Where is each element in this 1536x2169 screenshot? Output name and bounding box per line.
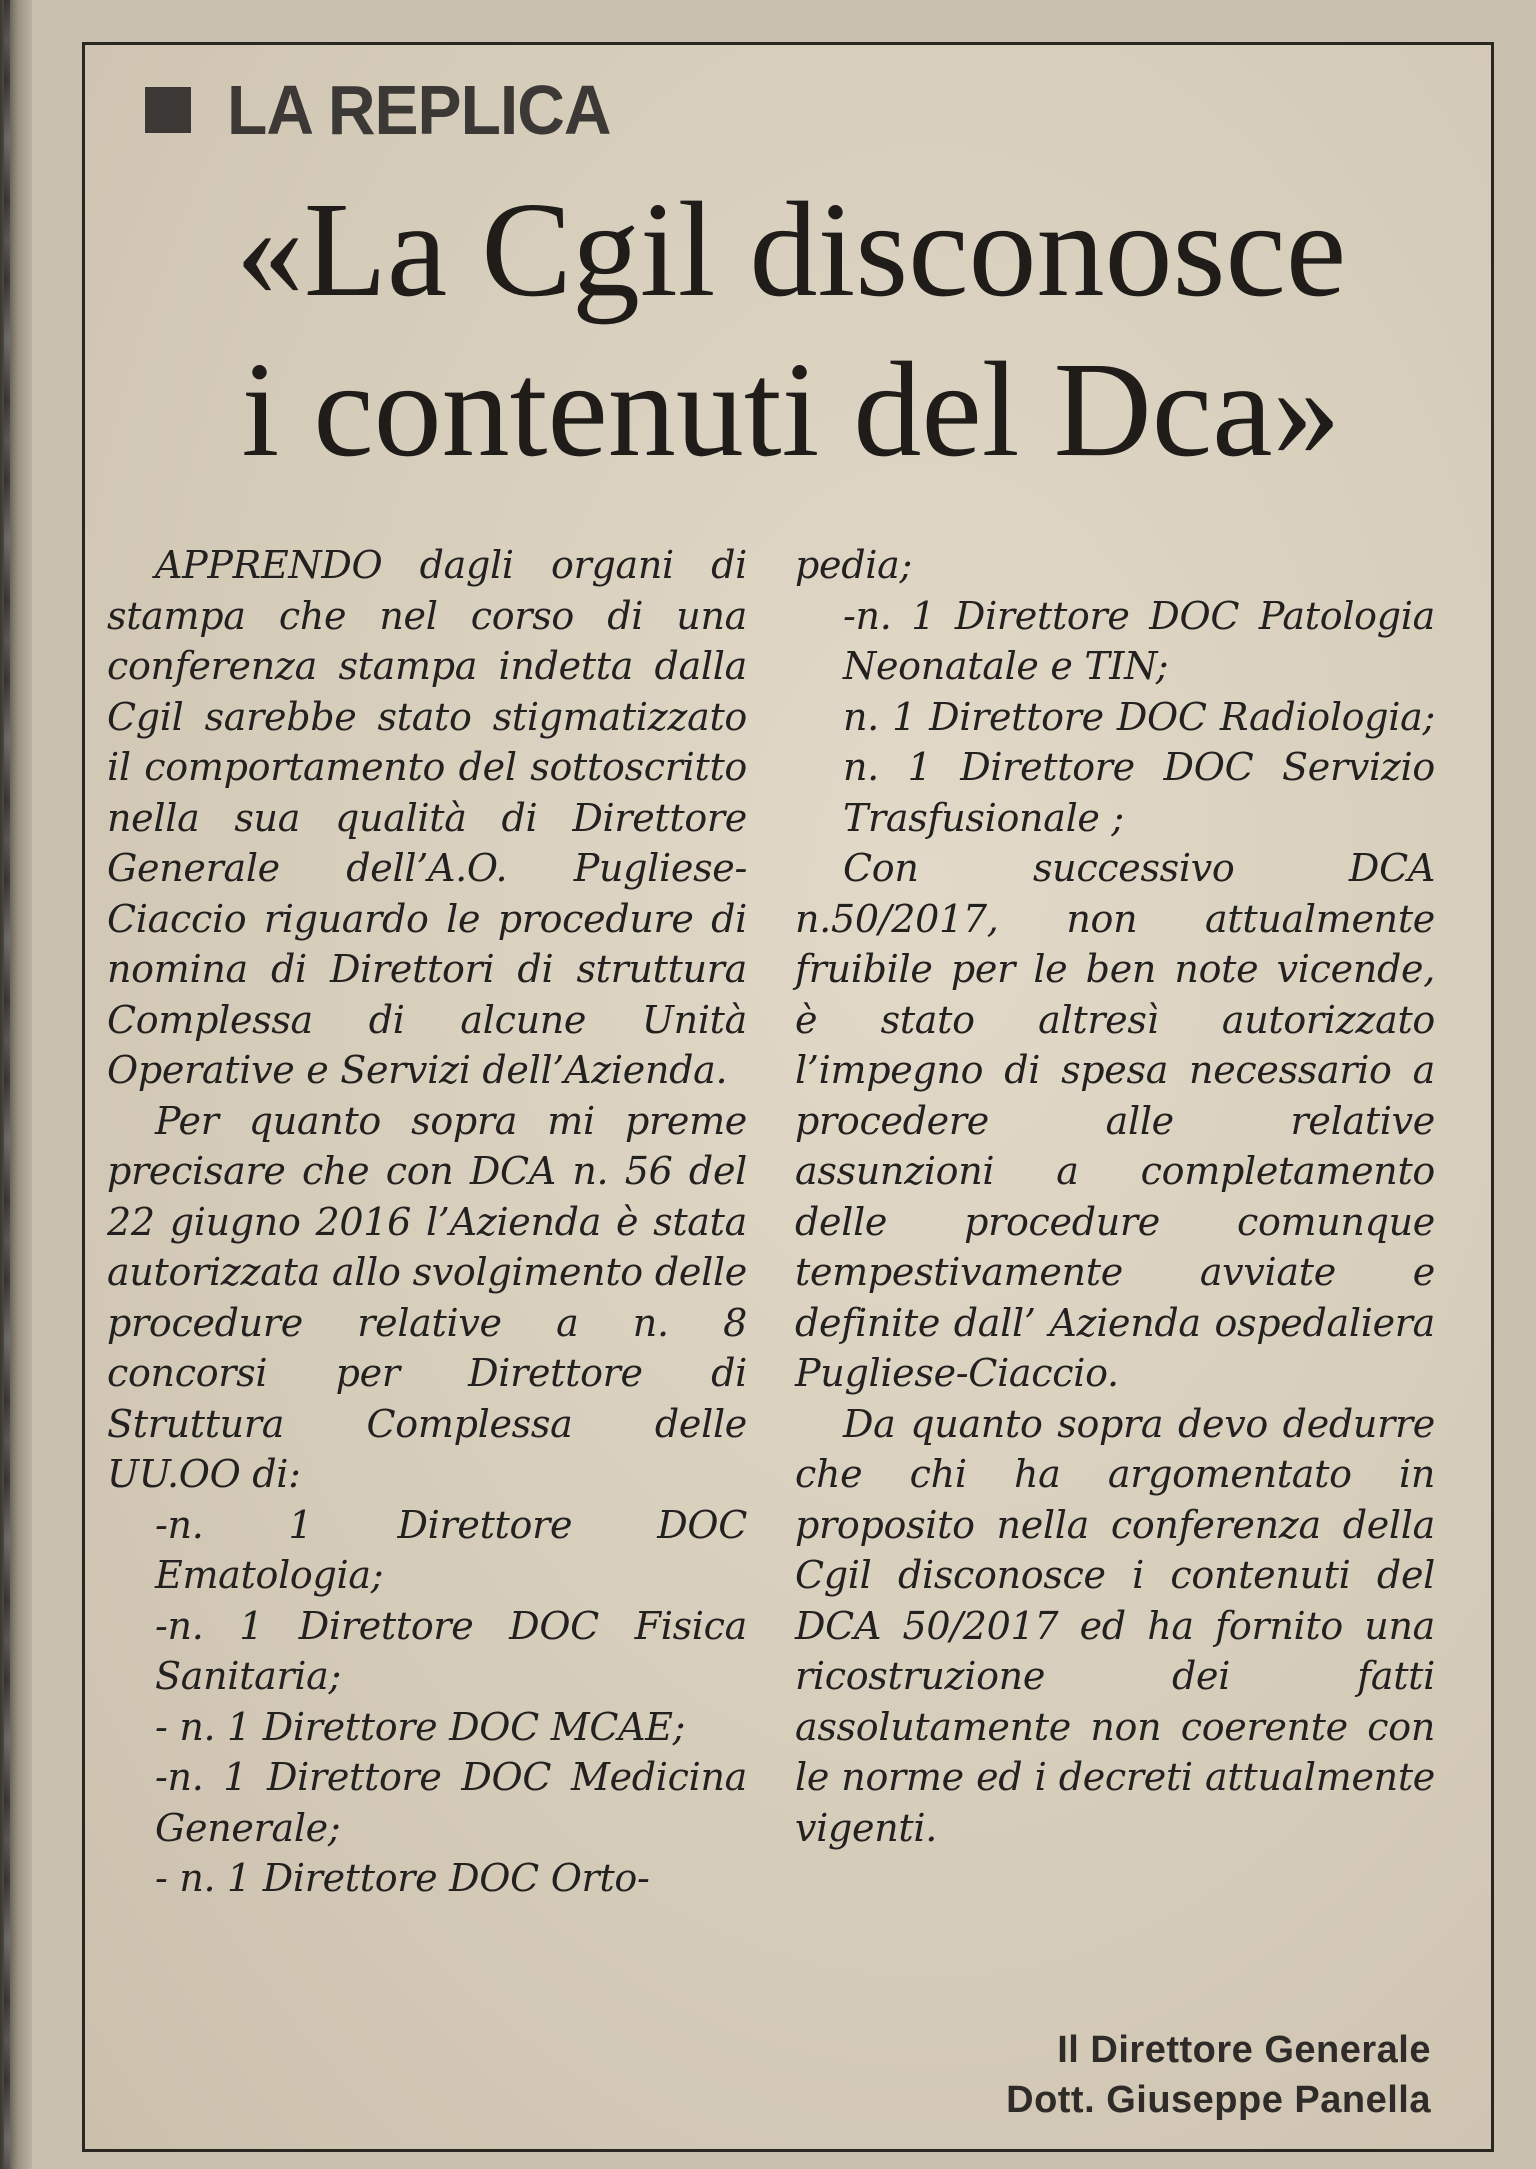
newspaper-clipping — [82, 42, 1494, 2152]
article-column-right — [795, 540, 1435, 1853]
list-item: - n. 1 Direttore DOC Orto- — [155, 1856, 650, 1900]
adjacent-page-edge — [0, 0, 32, 2169]
signature-title: Il Direttore Generale — [1057, 2029, 1431, 2071]
section-kicker — [145, 65, 611, 155]
kicker-square-icon — [145, 87, 191, 133]
lead-word: APPRENDO — [155, 543, 383, 587]
list-continuation: pedia; — [795, 543, 912, 587]
paragraph-conclusion: Da quanto sopra devo dedurre che chi ha argomentato in proposito nella conferenza della Cgil disconosce i contenuti del DCA 50/2017 ed ha fornito una ricostruzione dei fatti assolutamente non coerente con le norme ed i decreti attualmente vigenti. — [795, 1401, 1435, 1850]
article-column-left — [107, 540, 747, 1904]
signature-name: Dott. Giuseppe Panella — [1006, 2079, 1431, 2121]
article-headline — [85, 170, 1497, 490]
list-item: n. 1 Direttore DOC Radiologia; n. 1 Direttore DOC Servizio Trasfusionale ; — [843, 694, 1435, 840]
paragraph-intro-text: dagli organi di stampa che nel corso di una conferenza stampa indetta dalla Cgil sarebbe stato stigmatizzato il comportamento del sottoscritto nella sua qualità di Direttore Generale dell’A.O. Pugliese-Ciaccio riguardo le procedure di nomina di Direttori di struttura Complessa di alcune Unità Operative e Servizi dell’Azienda. — [107, 543, 747, 1092]
list-item: -n. 1 Direttore DOC Patologia Neonatale e TIN; — [843, 593, 1435, 688]
list-item: -n. 1 Direttore DOC Medicina Generale; — [155, 1755, 747, 1850]
headline-line-2: i contenuti del Dca» — [241, 335, 1341, 485]
list-item: - n. 1 Direttore DOC MCAE; — [155, 1704, 686, 1749]
paragraph-dca-56: Per quanto sopra mi preme precisare che con DCA n. 56 del 22 giugno 2016 l’Azienda è stata autorizzata allo svolgimento delle procedure relative a n. 8 concorsi per Direttore di Struttura Complessa delle UU.OO di: — [107, 1098, 747, 1496]
list-item: -n. 1 Direttore DOC Ematologia; — [155, 1502, 747, 1597]
paragraph-dca-50: Con successivo DCA n.50/2017, non attualmente fruibile per le ben note vicende, è stato altresì autorizzato l’impegno di spesa necessario a procedere alle relative assunzioni a completamento delle procedure comunque tempestivamente avviate e definite dall’ Azienda ospedaliera Pugliese-Ciaccio. — [795, 846, 1435, 1395]
paragraph-intro — [107, 540, 747, 1096]
signature-block — [1006, 2025, 1431, 2125]
list-item: -n. 1 Direttore DOC Fisica Sanitaria; — [155, 1603, 747, 1698]
headline-line-1: «La Cgil disconosce — [235, 175, 1347, 325]
kicker-label: LA REPLICA — [227, 71, 611, 149]
